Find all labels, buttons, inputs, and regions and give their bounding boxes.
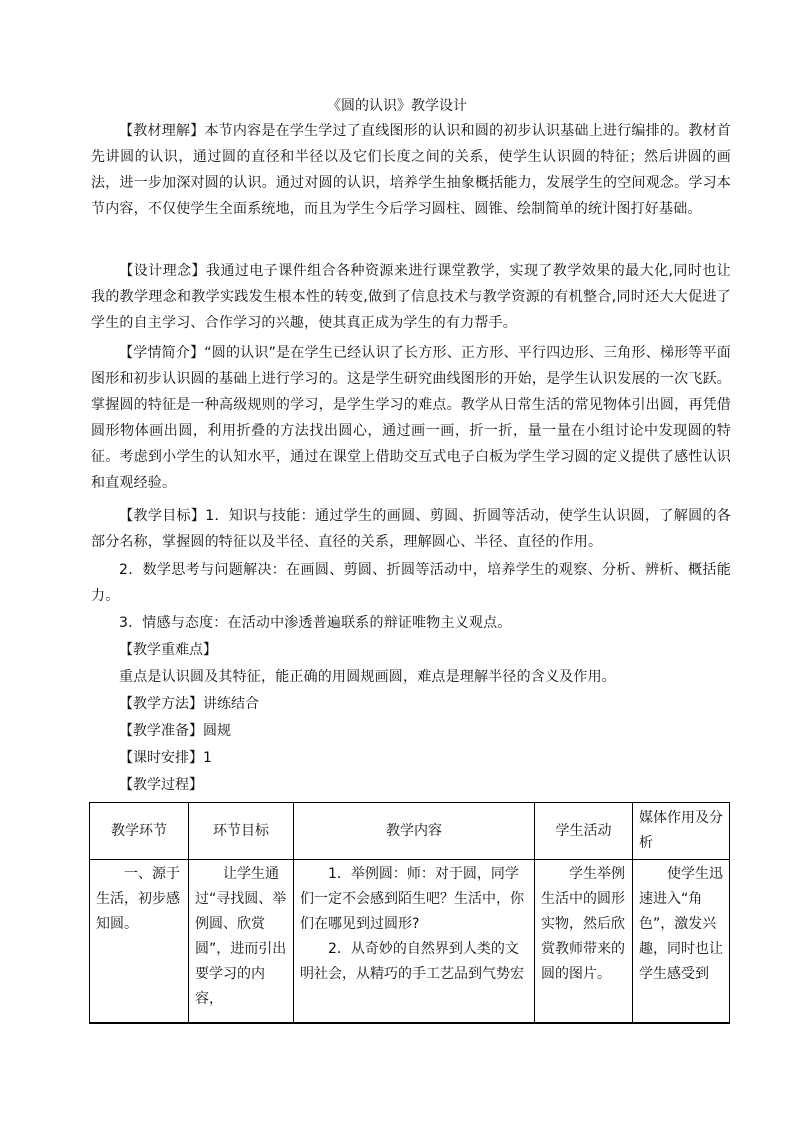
paragraph-design-concept: 【设计理念】我通过电子课件组合各种资源来进行课堂教学，实现了教学效果的最大化,同时也让我的教学理念和教学实践发生根本性的转变,做到了信息技术与教学资源的有机整合,同时还大大促进了学生的自主学习、合作学习的兴趣，使其真正成为学生的有力帮手。 (91, 263, 731, 331)
header-cell: 环节目标 (189, 803, 294, 860)
paragraph-objective-2: 2．数学思考与问题解决：在画圆、剪圆、折圆等活动中，培养学生的观察、分析、辨析、概括能力。 (91, 562, 731, 604)
table-bottom-border (89, 1022, 730, 1024)
content-item-2: 2．从奇妙的自然界到人类的文明社会，从精巧的手工艺品到气势宏 (300, 941, 524, 982)
cell-stage: 一、源于生活，初步感知圆。 (90, 860, 189, 1023)
header-cell: 教学环节 (90, 803, 189, 860)
cell-media: 使学生迅速进入“角色”，激发兴趣，同时也让学生感受到 (633, 860, 730, 1023)
label-class-schedule: 【课时安排】1 (119, 750, 212, 766)
paragraph-key-difficulties: 重点是认识圆及其特征，能正确的用圆规画圆，难点是理解半径的含义及作用。 (119, 669, 616, 685)
paragraph-objective-3: 3．情感与态度：在活动中渗透普遍联系的辩证唯物主义观点。 (119, 615, 512, 631)
label-teaching-preparation: 【教学准备】圆规 (119, 723, 231, 739)
paragraph-teaching-objectives: 【教学目标】1．知识与技能：通过学生的画圆、剪圆、折圆等活动，使学生认识圆，了解圆的各部分名称，掌握圆的特征以及半径、直径的关系，理解圆心、半径、直径的作用。 (91, 508, 731, 550)
document-title: 《圆的认识》教学设计 (327, 98, 467, 114)
cell-goal: 让学生通过“寻找圆、举例圆、欣赏圆”，进而引出要学习的内容， (189, 860, 294, 1023)
header-cell: 学生活动 (535, 803, 633, 860)
table-row (90, 860, 730, 1023)
header-cell: 教学内容 (294, 803, 535, 860)
paragraph-student-profile: 【学情简介】“圆的认识”是在学生已经认识了长方形、正方形、平行四边形、三角形、梯形等平面图形和初步认识圆的基础上进行学习的。这是学生研究曲线图形的开始，是学生认识发展的一次飞跃。掌握圆的特征是一种高级规则的学习，是学生学习的难点。教学从日常生活的常见物体引出圆，再凭借圆形物体画出圆，利用折叠的方法找出圆心，通过画一画，折一折，量一量在小组讨论中发现圆的特征。考虑到小学生的认知水平，通过在课堂上借助交互式电子白板为学生学习圆的定义提供了感性认识和直观经验。 (91, 345, 731, 491)
content-item-1: 1．举例圆：师：对于圆，同学们一定不会感到陌生吧？生活中，你们在哪见到过圆形? (300, 866, 524, 932)
cell-activity: 学生举例生活中的圆形实物，然后欣赏教师带来的圆的图片。 (535, 860, 633, 1023)
paragraph-material-understanding: 【教材理解】本节内容是在学生学过了直线图形的认识和圆的初步认识基础上进行编排的。教材首先讲圆的认识，通过圆的直径和半径以及它们长度之间的关系，使学生认识圆的特征；然后讲圆的画法，进一步加深对圆的认识。通过对圆的认识，培养学生抽象概括能力，发展学生的空间观念。学习本节内容，不仅使学生全面系统地，而且为学生今后学习圆柱、圆锥、绘制简单的统计图打好基础。 (91, 123, 731, 217)
label-teaching-process: 【教学过程】 (119, 777, 203, 793)
label-key-difficulties: 【教学重难点】 (119, 642, 217, 658)
header-cell: 媒体作用及分析 (633, 803, 730, 860)
table-header-row (90, 803, 730, 860)
teaching-process-table (89, 802, 730, 1023)
label-teaching-method: 【教学方法】讲练结合 (119, 696, 259, 712)
cell-content (294, 860, 535, 1023)
